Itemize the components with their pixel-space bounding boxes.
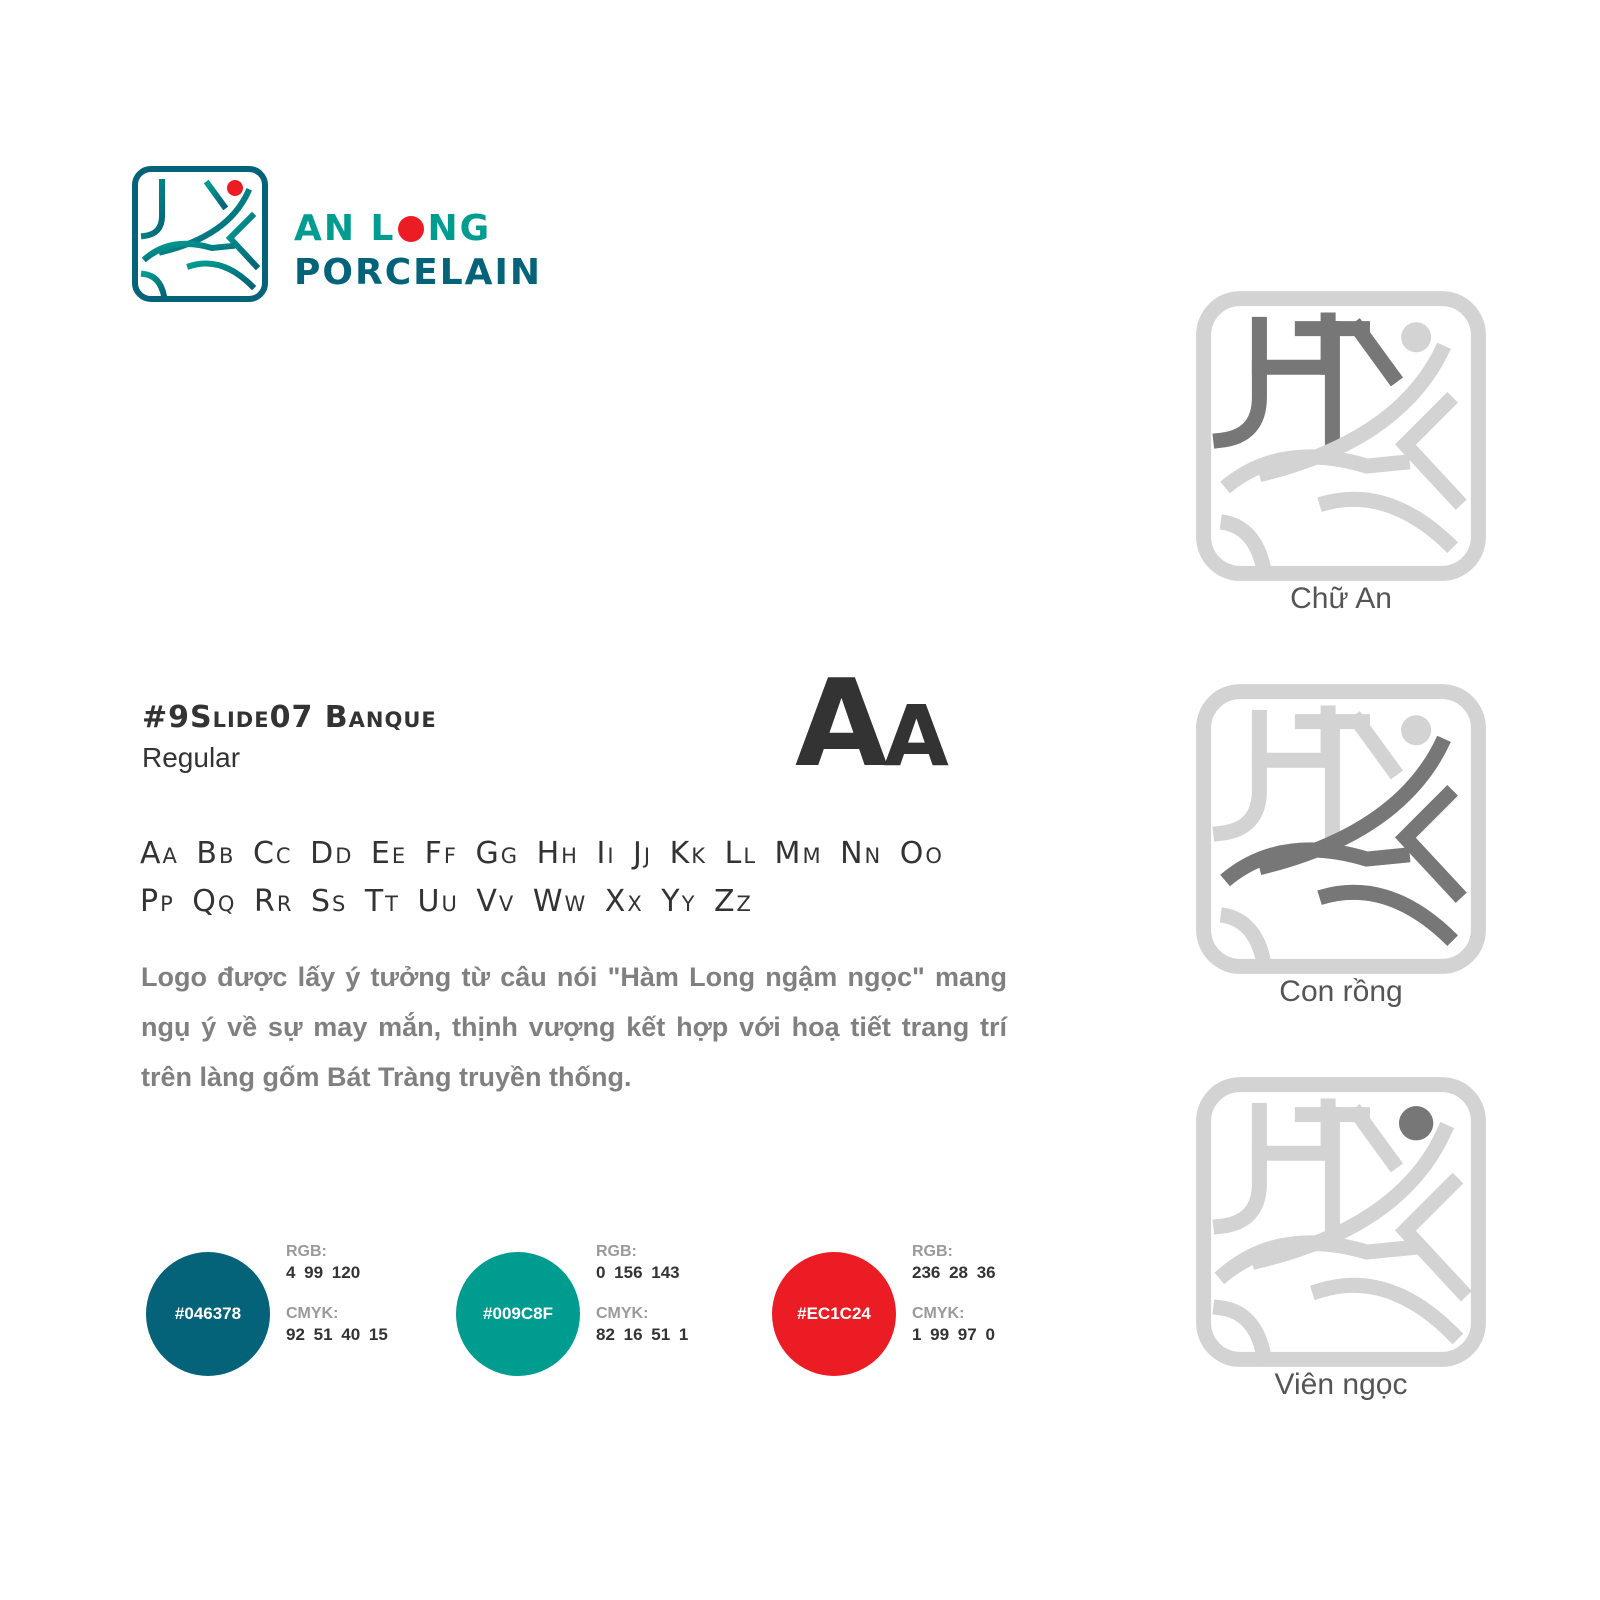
wordmark-line-2: PORCELAIN	[294, 252, 543, 293]
wordmark-text-an-long: AN L	[294, 208, 396, 249]
cmyk-label: CMYK:	[286, 1305, 339, 1322]
brand-logo-icon	[132, 166, 268, 302]
concept-dragon	[1195, 683, 1487, 1023]
concept-letters	[1195, 290, 1487, 630]
rgb-value: 236 28 36	[912, 1263, 996, 1282]
cmyk-value: 82 16 51 1	[596, 1325, 689, 1344]
wordmark-text-ng: NG	[427, 208, 492, 249]
swatch-circle: #009C8F	[456, 1252, 580, 1376]
font-sample-lower: a	[883, 655, 945, 794]
rgb-value: 0 156 143	[596, 1263, 680, 1282]
swatch-circle: #046378	[146, 1252, 270, 1376]
concept-pearl	[1195, 1076, 1487, 1416]
font-name: #9Slide07 Banque	[142, 700, 437, 735]
swatch-info	[912, 1242, 1072, 1346]
rgb-label: RGB:	[912, 1243, 953, 1260]
swatch-info	[596, 1242, 756, 1346]
rgb-value: 4 99 120	[286, 1263, 361, 1282]
cmyk-value: 92 51 40 15	[286, 1325, 388, 1344]
swatch-circle: #EC1C24	[772, 1252, 896, 1376]
concept-caption: Con rồng	[1279, 975, 1403, 1008]
font-weight-label: Regular	[142, 742, 241, 773]
swatch-info	[286, 1242, 446, 1346]
cmyk-label: CMYK:	[912, 1305, 965, 1322]
concept-caption: Viên ngọc	[1274, 1368, 1408, 1401]
brand-wordmark	[294, 207, 542, 295]
pearl-dot-icon	[398, 216, 424, 242]
concept-pearl-logo-icon	[1195, 1076, 1487, 1368]
alphabet-sample	[140, 830, 1020, 926]
logo-description: Logo được lấy ý tưởng từ câu nói "Hàm Long ngậm ngọc" mang ngụ ý về sự may mắn, thịnh vượng kết hợp với hoạ tiết trang trí trên làng gốm Bát Tràng truyền thống.	[141, 962, 1007, 1092]
rgb-label: RGB:	[286, 1243, 327, 1260]
font-sample	[795, 655, 945, 794]
concept-letters-logo-icon	[1195, 290, 1487, 582]
wordmark-line-1	[294, 207, 542, 251]
alphabet-line-2: Pp Qq Rr Ss Tt Uu Vv Ww Xx Yy Zz	[140, 884, 753, 919]
concept-dragon-logo-icon	[1195, 683, 1487, 975]
cmyk-value: 1 99 97 0	[912, 1325, 995, 1344]
rgb-label: RGB:	[596, 1243, 637, 1260]
concept-caption: Chữ An	[1290, 582, 1392, 615]
alphabet-line-1: Aa Bb Cc Dd Ee Ff Gg Hh Ii Jj Kk Ll Mm Nn Oo	[140, 836, 944, 871]
cmyk-label: CMYK:	[596, 1305, 649, 1322]
font-sample-upper: A	[795, 655, 884, 794]
